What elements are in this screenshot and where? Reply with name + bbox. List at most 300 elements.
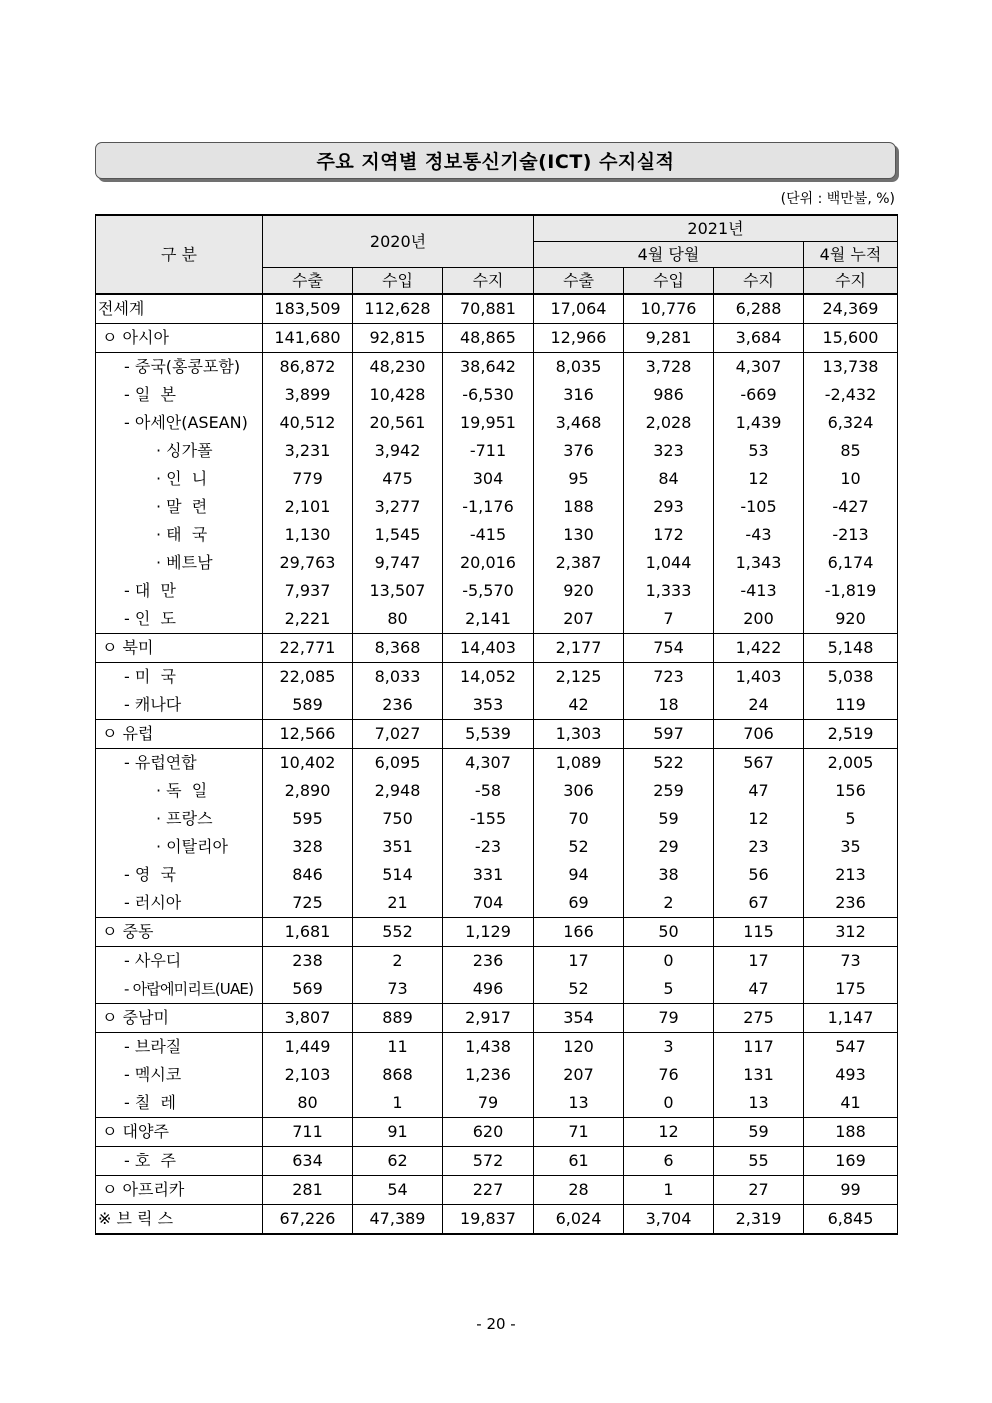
value-cell: 547 <box>804 1033 898 1062</box>
value-cell: 2,028 <box>624 409 714 437</box>
value-cell: 1,130 <box>263 521 353 549</box>
value-cell: 354 <box>534 1004 624 1033</box>
value-cell: 53 <box>714 437 804 465</box>
title-text: 주요 지역별 정보통신기술(ICT) 수지실적 <box>316 151 675 173</box>
value-cell: 725 <box>263 889 353 918</box>
value-cell: 493 <box>804 1061 898 1089</box>
value-cell: 496 <box>443 975 534 1004</box>
header-year-2020: 2020년 <box>263 215 534 268</box>
value-cell: 2,177 <box>534 634 624 663</box>
value-cell: 1,449 <box>263 1033 353 1062</box>
value-cell: -43 <box>714 521 804 549</box>
value-cell: 3,942 <box>353 437 443 465</box>
value-cell: 3,468 <box>534 409 624 437</box>
value-cell: 328 <box>263 833 353 861</box>
value-cell: 35 <box>804 833 898 861</box>
value-cell: 41 <box>804 1089 898 1118</box>
value-cell: 55 <box>714 1147 804 1176</box>
table-row <box>96 1205 898 1235</box>
value-cell: 868 <box>353 1061 443 1089</box>
value-cell: 2,141 <box>443 605 534 634</box>
value-cell: 6,024 <box>534 1205 624 1235</box>
table-row <box>96 605 898 634</box>
value-cell: 69 <box>534 889 624 918</box>
row-label: ㅇ 중남미 <box>102 1008 169 1027</box>
value-cell: 331 <box>443 861 534 889</box>
row-label: ※ 브 릭 스 <box>98 1209 174 1228</box>
row-label: · 독 일 <box>156 781 208 800</box>
table-row <box>96 1004 898 1033</box>
table-row <box>96 634 898 663</box>
value-cell: 70 <box>534 805 624 833</box>
row-label-cell <box>96 549 263 577</box>
table-row <box>96 889 898 918</box>
row-label-cell <box>96 493 263 521</box>
value-cell: 14,052 <box>443 663 534 692</box>
value-cell: 56 <box>714 861 804 889</box>
value-cell: 259 <box>624 777 714 805</box>
value-cell: 2,519 <box>804 720 898 749</box>
value-cell: 169 <box>804 1147 898 1176</box>
value-cell: 723 <box>624 663 714 692</box>
value-cell: 61 <box>534 1147 624 1176</box>
row-label: - 멕시코 <box>124 1065 182 1084</box>
value-cell: 141,680 <box>263 324 353 353</box>
row-label: - 유럽연합 <box>124 753 197 772</box>
value-cell: 0 <box>624 947 714 976</box>
value-cell: 589 <box>263 691 353 720</box>
row-label: ㅇ 중동 <box>102 922 154 941</box>
value-cell: 595 <box>263 805 353 833</box>
value-cell: 95 <box>534 465 624 493</box>
value-cell: 316 <box>534 381 624 409</box>
value-cell: 12,966 <box>534 324 624 353</box>
row-label-cell <box>96 465 263 493</box>
value-cell: 572 <box>443 1147 534 1176</box>
value-cell: 2,125 <box>534 663 624 692</box>
value-cell: 13 <box>714 1089 804 1118</box>
value-cell: 920 <box>534 577 624 605</box>
value-cell: 22,085 <box>263 663 353 692</box>
row-label-cell <box>96 294 263 324</box>
row-label-cell <box>96 1147 263 1176</box>
value-cell: 24,369 <box>804 294 898 324</box>
col-header: 수지 <box>804 268 898 295</box>
value-cell: 188 <box>534 493 624 521</box>
value-cell: 1,681 <box>263 918 353 947</box>
value-cell: 7,937 <box>263 577 353 605</box>
value-cell: 5,539 <box>443 720 534 749</box>
value-cell: 117 <box>714 1033 804 1062</box>
value-cell: 50 <box>624 918 714 947</box>
value-cell: -1,176 <box>443 493 534 521</box>
value-cell: 2 <box>353 947 443 976</box>
value-cell: 207 <box>534 605 624 634</box>
value-cell: 10 <box>804 465 898 493</box>
row-label: - 브라질 <box>124 1037 182 1056</box>
value-cell: -427 <box>804 493 898 521</box>
value-cell: 29 <box>624 833 714 861</box>
value-cell: 28 <box>534 1176 624 1205</box>
value-cell: 85 <box>804 437 898 465</box>
value-cell: 6,845 <box>804 1205 898 1235</box>
value-cell: 2,319 <box>714 1205 804 1235</box>
value-cell: 569 <box>263 975 353 1004</box>
value-cell: 552 <box>353 918 443 947</box>
value-cell: 1,343 <box>714 549 804 577</box>
value-cell: -413 <box>714 577 804 605</box>
col-header: 수입 <box>353 268 443 295</box>
value-cell: 236 <box>353 691 443 720</box>
row-label-cell <box>96 1061 263 1089</box>
value-cell: 17 <box>714 947 804 976</box>
value-cell: 12 <box>624 1118 714 1147</box>
value-cell: 5,148 <box>804 634 898 663</box>
value-cell: 200 <box>714 605 804 634</box>
table-row <box>96 1061 898 1089</box>
row-label: - 영 국 <box>124 865 176 884</box>
value-cell: 156 <box>804 777 898 805</box>
row-label: · 베트남 <box>156 553 213 572</box>
row-label-cell <box>96 805 263 833</box>
value-cell: 15,600 <box>804 324 898 353</box>
value-cell: 172 <box>624 521 714 549</box>
table-row <box>96 777 898 805</box>
value-cell: 188 <box>804 1118 898 1147</box>
value-cell: 76 <box>624 1061 714 1089</box>
value-cell: 175 <box>804 975 898 1004</box>
row-label-cell <box>96 1004 263 1033</box>
value-cell: -711 <box>443 437 534 465</box>
row-label-cell <box>96 861 263 889</box>
value-cell: 52 <box>534 833 624 861</box>
row-label: · 싱가폴 <box>156 441 213 460</box>
value-cell: 1 <box>624 1176 714 1205</box>
value-cell: 70,881 <box>443 294 534 324</box>
unit-note: (단위 : 백만불, %) <box>780 191 895 207</box>
value-cell: 0 <box>624 1089 714 1118</box>
value-cell: 238 <box>263 947 353 976</box>
row-label-cell <box>96 634 263 663</box>
value-cell: -5,570 <box>443 577 534 605</box>
table-row <box>96 324 898 353</box>
row-label-cell <box>96 409 263 437</box>
value-cell: 183,509 <box>263 294 353 324</box>
value-cell: 80 <box>263 1089 353 1118</box>
value-cell: 59 <box>624 805 714 833</box>
table-row <box>96 947 898 976</box>
table-row <box>96 409 898 437</box>
value-cell: 48,865 <box>443 324 534 353</box>
row-label-cell <box>96 577 263 605</box>
row-label-cell <box>96 833 263 861</box>
value-cell: 304 <box>443 465 534 493</box>
value-cell: 67 <box>714 889 804 918</box>
value-cell: 236 <box>804 889 898 918</box>
value-cell: 9,281 <box>624 324 714 353</box>
value-cell: 13,507 <box>353 577 443 605</box>
value-cell: 38 <box>624 861 714 889</box>
row-label: · 인 니 <box>156 469 208 488</box>
value-cell: 779 <box>263 465 353 493</box>
row-label: - 칠 레 <box>124 1093 176 1112</box>
value-cell: 3 <box>624 1033 714 1062</box>
row-label: · 태 국 <box>156 525 208 544</box>
row-label-cell <box>96 720 263 749</box>
value-cell: 1,303 <box>534 720 624 749</box>
value-cell: 620 <box>443 1118 534 1147</box>
value-cell: -58 <box>443 777 534 805</box>
value-cell: 18 <box>624 691 714 720</box>
row-label-cell <box>96 889 263 918</box>
value-cell: 306 <box>534 777 624 805</box>
value-cell: 2,101 <box>263 493 353 521</box>
row-label: - 중국(홍콩포함) <box>124 357 241 376</box>
value-cell: -213 <box>804 521 898 549</box>
table-row <box>96 1147 898 1176</box>
value-cell: 5 <box>804 805 898 833</box>
table-row <box>96 1089 898 1118</box>
row-label: - 인 도 <box>124 609 176 628</box>
value-cell: 7,027 <box>353 720 443 749</box>
value-cell: 3,277 <box>353 493 443 521</box>
row-label-cell <box>96 1118 263 1147</box>
row-label-cell <box>96 777 263 805</box>
value-cell: 986 <box>624 381 714 409</box>
row-label-cell <box>96 521 263 549</box>
value-cell: 8,368 <box>353 634 443 663</box>
value-cell: 13 <box>534 1089 624 1118</box>
value-cell: 59 <box>714 1118 804 1147</box>
row-label: ㅇ 아프리카 <box>102 1180 185 1199</box>
row-label-cell <box>96 947 263 976</box>
value-cell: 353 <box>443 691 534 720</box>
value-cell: 597 <box>624 720 714 749</box>
value-cell: -415 <box>443 521 534 549</box>
value-cell: 19,837 <box>443 1205 534 1235</box>
table-row <box>96 1033 898 1062</box>
table-row <box>96 720 898 749</box>
row-label-cell <box>96 918 263 947</box>
value-cell: 4,307 <box>714 353 804 382</box>
value-cell: 38,642 <box>443 353 534 382</box>
table-row <box>96 833 898 861</box>
table-row <box>96 749 898 778</box>
value-cell: 567 <box>714 749 804 778</box>
value-cell: 1,044 <box>624 549 714 577</box>
value-cell: 94 <box>534 861 624 889</box>
value-cell: 1,422 <box>714 634 804 663</box>
row-label: · 이탈리아 <box>156 837 228 856</box>
value-cell: -2,432 <box>804 381 898 409</box>
table-row <box>96 663 898 692</box>
value-cell: 1,545 <box>353 521 443 549</box>
value-cell: -669 <box>714 381 804 409</box>
row-label: · 프랑스 <box>156 809 213 828</box>
value-cell: 3,807 <box>263 1004 353 1033</box>
header-month-current: 4월 당월 <box>534 242 804 268</box>
col-header: 수출 <box>534 268 624 295</box>
value-cell: 6,288 <box>714 294 804 324</box>
value-cell: 2 <box>624 889 714 918</box>
value-cell: 3,231 <box>263 437 353 465</box>
value-cell: 754 <box>624 634 714 663</box>
value-cell: 42 <box>534 691 624 720</box>
value-cell: 846 <box>263 861 353 889</box>
value-cell: 130 <box>534 521 624 549</box>
value-cell: 2,890 <box>263 777 353 805</box>
table-row <box>96 381 898 409</box>
value-cell: 376 <box>534 437 624 465</box>
row-label: - 캐나다 <box>124 695 182 714</box>
value-cell: 17,064 <box>534 294 624 324</box>
table-row <box>96 1176 898 1205</box>
value-cell: 67,226 <box>263 1205 353 1235</box>
value-cell: 119 <box>804 691 898 720</box>
value-cell: 12,566 <box>263 720 353 749</box>
value-cell: 522 <box>624 749 714 778</box>
row-label-cell <box>96 663 263 692</box>
value-cell: 1,147 <box>804 1004 898 1033</box>
table-row <box>96 975 898 1004</box>
table-row <box>96 465 898 493</box>
value-cell: 79 <box>624 1004 714 1033</box>
value-cell: 29,763 <box>263 549 353 577</box>
value-cell: 711 <box>263 1118 353 1147</box>
value-cell: 8,033 <box>353 663 443 692</box>
value-cell: 2,005 <box>804 749 898 778</box>
row-label-cell <box>96 1033 263 1062</box>
table-row <box>96 549 898 577</box>
value-cell: 2,917 <box>443 1004 534 1033</box>
table-row <box>96 861 898 889</box>
value-cell: 47 <box>714 777 804 805</box>
value-cell: 9,747 <box>353 549 443 577</box>
row-label: ㅇ 유럽 <box>102 724 154 743</box>
value-cell: 54 <box>353 1176 443 1205</box>
value-cell: 6,324 <box>804 409 898 437</box>
table-row <box>96 437 898 465</box>
value-cell: 3,728 <box>624 353 714 382</box>
value-cell: 2,948 <box>353 777 443 805</box>
value-cell: 71 <box>534 1118 624 1147</box>
row-label: - 러시아 <box>124 893 182 912</box>
col-header: 수지 <box>714 268 804 295</box>
value-cell: 2,387 <box>534 549 624 577</box>
row-label-cell <box>96 324 263 353</box>
value-cell: 52 <box>534 975 624 1004</box>
value-cell: 47,389 <box>353 1205 443 1235</box>
value-cell: 79 <box>443 1089 534 1118</box>
value-cell: 47 <box>714 975 804 1004</box>
stub-header: 구 분 <box>96 215 263 294</box>
value-cell: 6,095 <box>353 749 443 778</box>
value-cell: 293 <box>624 493 714 521</box>
table-row <box>96 918 898 947</box>
value-cell: 2,103 <box>263 1061 353 1089</box>
table-row <box>96 1118 898 1147</box>
row-label: - 미 국 <box>124 667 176 686</box>
value-cell: 5,038 <box>804 663 898 692</box>
value-cell: 13,738 <box>804 353 898 382</box>
value-cell: 351 <box>353 833 443 861</box>
row-label-cell <box>96 749 263 778</box>
value-cell: 92,815 <box>353 324 443 353</box>
table-row <box>96 805 898 833</box>
header-year-2021: 2021년 <box>534 215 898 242</box>
value-cell: -105 <box>714 493 804 521</box>
value-cell: 2,221 <box>263 605 353 634</box>
col-header: 수입 <box>624 268 714 295</box>
value-cell: 80 <box>353 605 443 634</box>
value-cell: 8,035 <box>534 353 624 382</box>
value-cell: 1,439 <box>714 409 804 437</box>
row-label: - 대 만 <box>124 581 176 600</box>
value-cell: 73 <box>353 975 443 1004</box>
value-cell: 5 <box>624 975 714 1004</box>
value-cell: 1,403 <box>714 663 804 692</box>
value-cell: 12 <box>714 465 804 493</box>
value-cell: 20,016 <box>443 549 534 577</box>
value-cell: 73 <box>804 947 898 976</box>
value-cell: 323 <box>624 437 714 465</box>
value-cell: -6,530 <box>443 381 534 409</box>
value-cell: 514 <box>353 861 443 889</box>
value-cell: 207 <box>534 1061 624 1089</box>
table-header <box>96 215 898 294</box>
row-label: ㅇ 북미 <box>102 638 154 657</box>
value-cell: 11 <box>353 1033 443 1062</box>
value-cell: 14,403 <box>443 634 534 663</box>
value-cell: 62 <box>353 1147 443 1176</box>
value-cell: 1,333 <box>624 577 714 605</box>
value-cell: 20,561 <box>353 409 443 437</box>
value-cell: 3,684 <box>714 324 804 353</box>
ict-trade-table <box>95 214 898 1235</box>
value-cell: -23 <box>443 833 534 861</box>
value-cell: 84 <box>624 465 714 493</box>
value-cell: 17 <box>534 947 624 976</box>
value-cell: 4,307 <box>443 749 534 778</box>
value-cell: -155 <box>443 805 534 833</box>
value-cell: 1,236 <box>443 1061 534 1089</box>
value-cell: 166 <box>534 918 624 947</box>
value-cell: 634 <box>263 1147 353 1176</box>
header-month-cumulative: 4월 누적 <box>804 242 898 268</box>
value-cell: 750 <box>353 805 443 833</box>
value-cell: 1 <box>353 1089 443 1118</box>
table-row <box>96 577 898 605</box>
value-cell: 131 <box>714 1061 804 1089</box>
row-label: - 사우디 <box>124 951 182 970</box>
value-cell: 19,951 <box>443 409 534 437</box>
value-cell: 7 <box>624 605 714 634</box>
page-number: - 20 - <box>476 1315 516 1333</box>
value-cell: 99 <box>804 1176 898 1205</box>
value-cell: 23 <box>714 833 804 861</box>
value-cell: 236 <box>443 947 534 976</box>
value-cell: 312 <box>804 918 898 947</box>
row-label-cell <box>96 1089 263 1118</box>
value-cell: 115 <box>714 918 804 947</box>
value-cell: 12 <box>714 805 804 833</box>
value-cell: 1,129 <box>443 918 534 947</box>
value-cell: 10,402 <box>263 749 353 778</box>
row-label-cell <box>96 353 263 382</box>
row-label: ㅇ 대양주 <box>102 1122 169 1141</box>
table-row <box>96 691 898 720</box>
value-cell: 889 <box>353 1004 443 1033</box>
